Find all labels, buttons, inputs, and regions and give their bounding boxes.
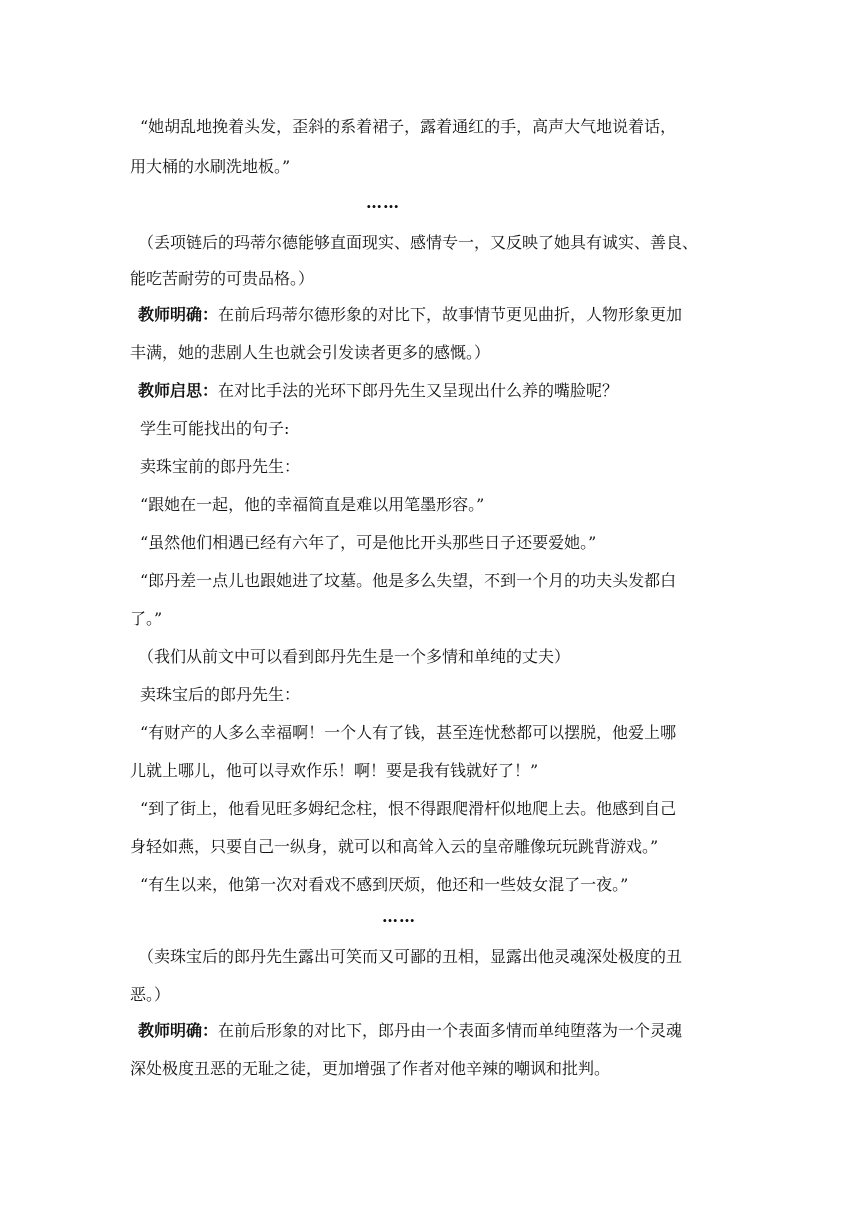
quote-line: “虽然他们相遇已经有六年了，可是他比开头那些日子还要爱她。” [140, 533, 597, 552]
quote-line: 儿就上哪儿，他可以寻欢作乐！啊！要是我有钱就好了！” [130, 761, 539, 780]
quote-line: “有财产的人多么幸福啊！一个人有了钱，甚至连忧愁都可以摆脱，他爱上哪 [140, 723, 677, 742]
teacher-clarify-paragraph [138, 1020, 682, 1042]
teacher-clarify-paragraph [138, 304, 682, 326]
commentary-line: （卖珠宝后的郎丹先生露出可笑而又可鄙的丑相，显露出他灵魂深处极度的丑 [138, 947, 683, 966]
section-heading: 卖珠宝前的郎丹先生： [140, 457, 301, 476]
teacher-inspire-paragraph [138, 380, 618, 402]
teacher-clarify-label: 教师明确： [138, 1021, 219, 1040]
ellipsis: …… [382, 907, 416, 926]
student-intro: 学生可能找出的句子: [140, 419, 290, 438]
paragraph-text: 在对比手法的光环下郎丹先生又呈现出什么养的嘴脸呢？ [218, 381, 619, 400]
teacher-inspire-label: 教师启思： [138, 381, 219, 400]
paragraph-text: 在前后形象的对比下，郎丹由一个表面多情而单纯堕落为一个灵魂 [218, 1021, 683, 1040]
paragraph-text: 在前后玛蒂尔德形象的对比下，故事情节更见曲折，人物形象更加 [218, 305, 683, 324]
quote-line: 身轻如燕，只要自己一纵身，就可以和高耸入云的皇帝雕像玩玩跳背游戏。” [130, 837, 659, 856]
commentary-line: 能吃苦耐劳的可贵品格。） [130, 269, 315, 288]
quote-line: 了。” [130, 609, 163, 628]
paragraph-line: 深处极度丑恶的无耻之徒，更加增强了作者对他辛辣的嘲讽和批判。 [130, 1059, 611, 1078]
quote-line: “她胡乱地挽着头发，歪斜的系着裙子，露着通红的手，高声大气地说着话， [140, 117, 677, 136]
quote-line: “有生以来，他第一次对看戏不感到厌烦，他还和一些妓女混了一夜。” [140, 875, 629, 894]
quote-line: “跟她在一起，他的幸福简直是难以用笔墨形容。” [140, 495, 485, 514]
ellipsis: …… [366, 193, 400, 212]
quote-line: “郎丹差一点儿也跟她进了坟墓。他是多么失望，不到一个月的功夫头发都白 [140, 571, 677, 590]
quote-line: “到了街上，他看见旺多姆纪念柱，恨不得跟爬滑杆似地爬上去。他感到自己 [140, 799, 677, 818]
commentary-line: 恶。） [130, 985, 171, 1004]
paragraph-line: 丰满，她的悲剧人生也就会引发读者更多的感慨。） [130, 343, 491, 362]
commentary-line: （我们从前文中可以看到郎丹先生是一个多情和单纯的丈夫） [138, 647, 571, 666]
section-heading: 卖珠宝后的郎丹先生： [140, 685, 301, 704]
commentary-line: （丢项链后的玛蒂尔德能够直面现实、感情专一，又反映了她具有诚实、善良、 [138, 233, 699, 252]
quote-line: 用大桶的水刷洗地板。” [130, 157, 291, 176]
teacher-clarify-label: 教师明确： [138, 305, 219, 324]
